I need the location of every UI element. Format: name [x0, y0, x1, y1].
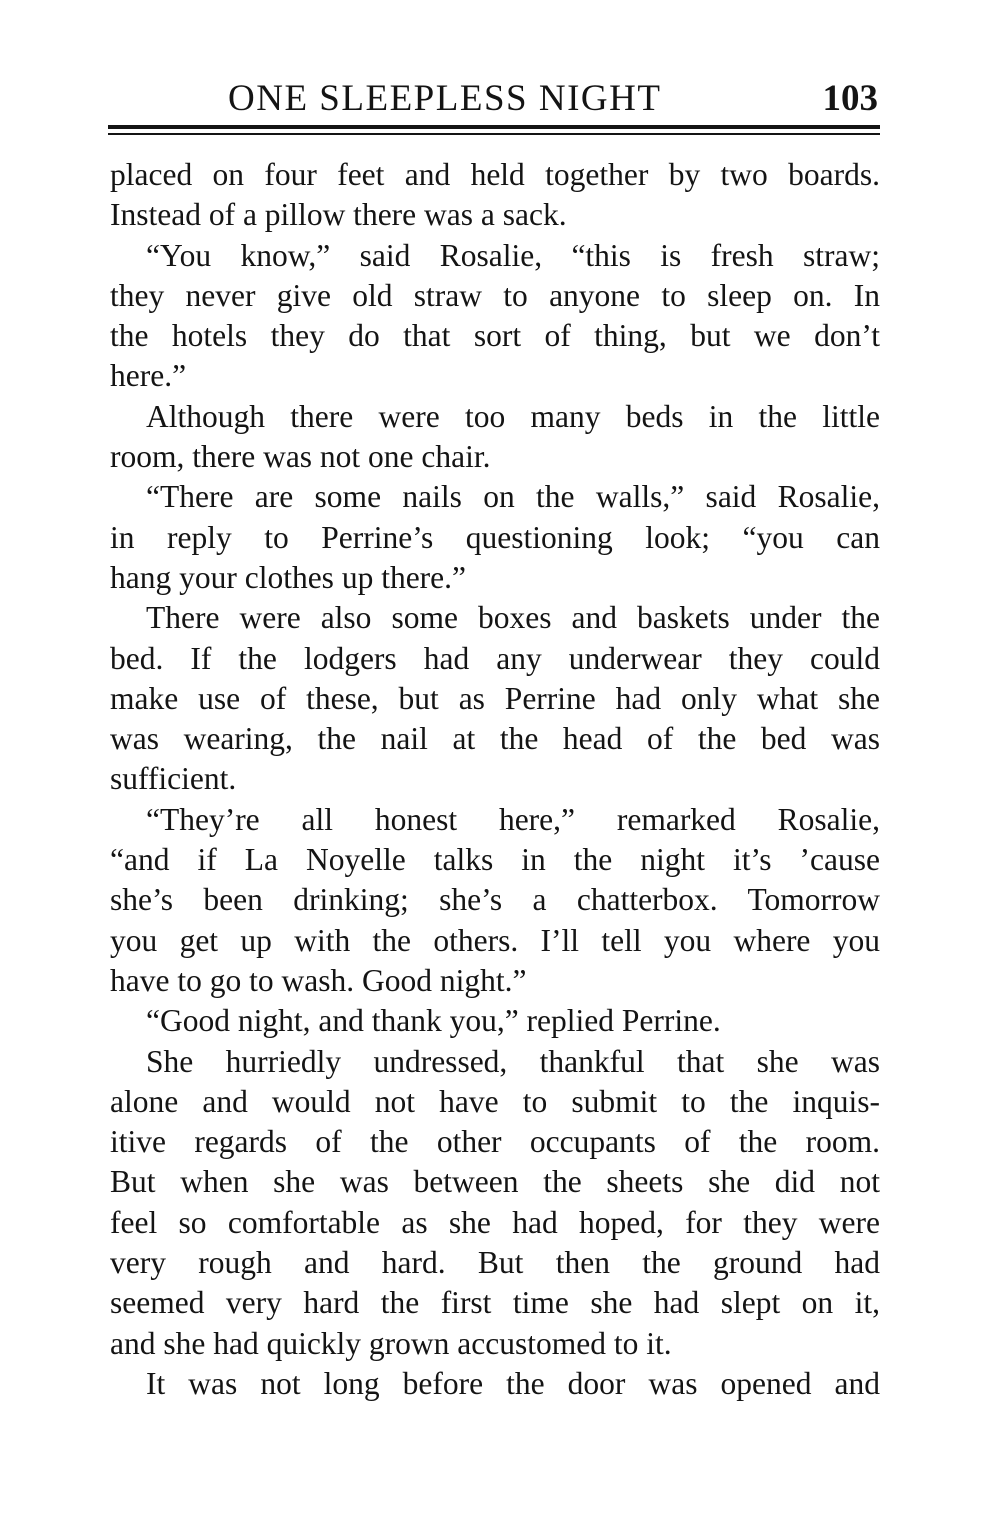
text-line: make use of these, but as Perrine had only what she [110, 680, 880, 716]
running-header [108, 76, 880, 122]
text-line: in reply to Perrine’s questioning look; “you can [110, 519, 880, 555]
text-line: There were also some boxes and baskets under the [146, 600, 880, 636]
text-line: hang your clothes up there.” [110, 559, 467, 595]
text-line: “There are some nails on the walls,” said Rosalie, [146, 479, 880, 515]
text-line: here.” [110, 358, 187, 394]
text-line: Instead of a pillow there was a sack. [110, 197, 567, 233]
text-line: very rough and hard. But then the ground had [110, 1245, 880, 1281]
text-line: bed. If the lodgers had any underwear they could [110, 640, 880, 676]
text-line: Although there were too many beds in the little [146, 398, 880, 434]
text-line: have to go to wash. Good night.” [110, 962, 527, 998]
text-line: you get up with the others. I’ll tell you where you [110, 922, 880, 958]
text-line: room, there was not one chair. [110, 439, 491, 475]
text-line: But when she was between the sheets she did not [110, 1164, 880, 1200]
text-line: placed on four feet and held together by two boards. [110, 157, 880, 192]
running-title: ONE SLEEPLESS NIGHT [228, 78, 662, 119]
text-line: sufficient. [110, 761, 237, 797]
text-line: and she had quickly grown accustomed to it. [110, 1325, 672, 1361]
text-line: It was not long before the door was opened and [146, 1365, 880, 1401]
text-line: feel so comfortable as she had hoped, for they were [110, 1204, 880, 1240]
text-line: “They’re all honest here,” remarked Rosalie, [146, 801, 880, 837]
text-line: seemed very hard the first time she had slept on it, [110, 1285, 880, 1321]
text-line: was wearing, the nail at the head of the bed was [110, 721, 880, 757]
body-text [110, 155, 880, 1404]
header-rule-thick [108, 125, 880, 129]
text-line: “and if La Noyelle talks in the night it’s ’cause [110, 842, 880, 878]
text-line: they never give old straw to anyone to sleep on. In [110, 277, 880, 313]
text-line: she’s been drinking; she’s a chatterbox. Tomorrow [110, 882, 880, 918]
text-line: “Good night, and thank you,” replied Perrine. [146, 1003, 721, 1039]
header-rule-thin [108, 133, 880, 135]
page-number: 103 [822, 78, 878, 119]
text-line: alone and would not have to submit to the inquis- [110, 1083, 880, 1119]
text-line: itive regards of the other occupants of the room. [110, 1124, 880, 1160]
text-line: the hotels they do that sort of thing, but we don’t [110, 318, 880, 354]
text-line: She hurriedly undressed, thankful that she was [146, 1043, 880, 1079]
text-line: “You know,” said Rosalie, “this is fresh straw; [146, 237, 880, 273]
